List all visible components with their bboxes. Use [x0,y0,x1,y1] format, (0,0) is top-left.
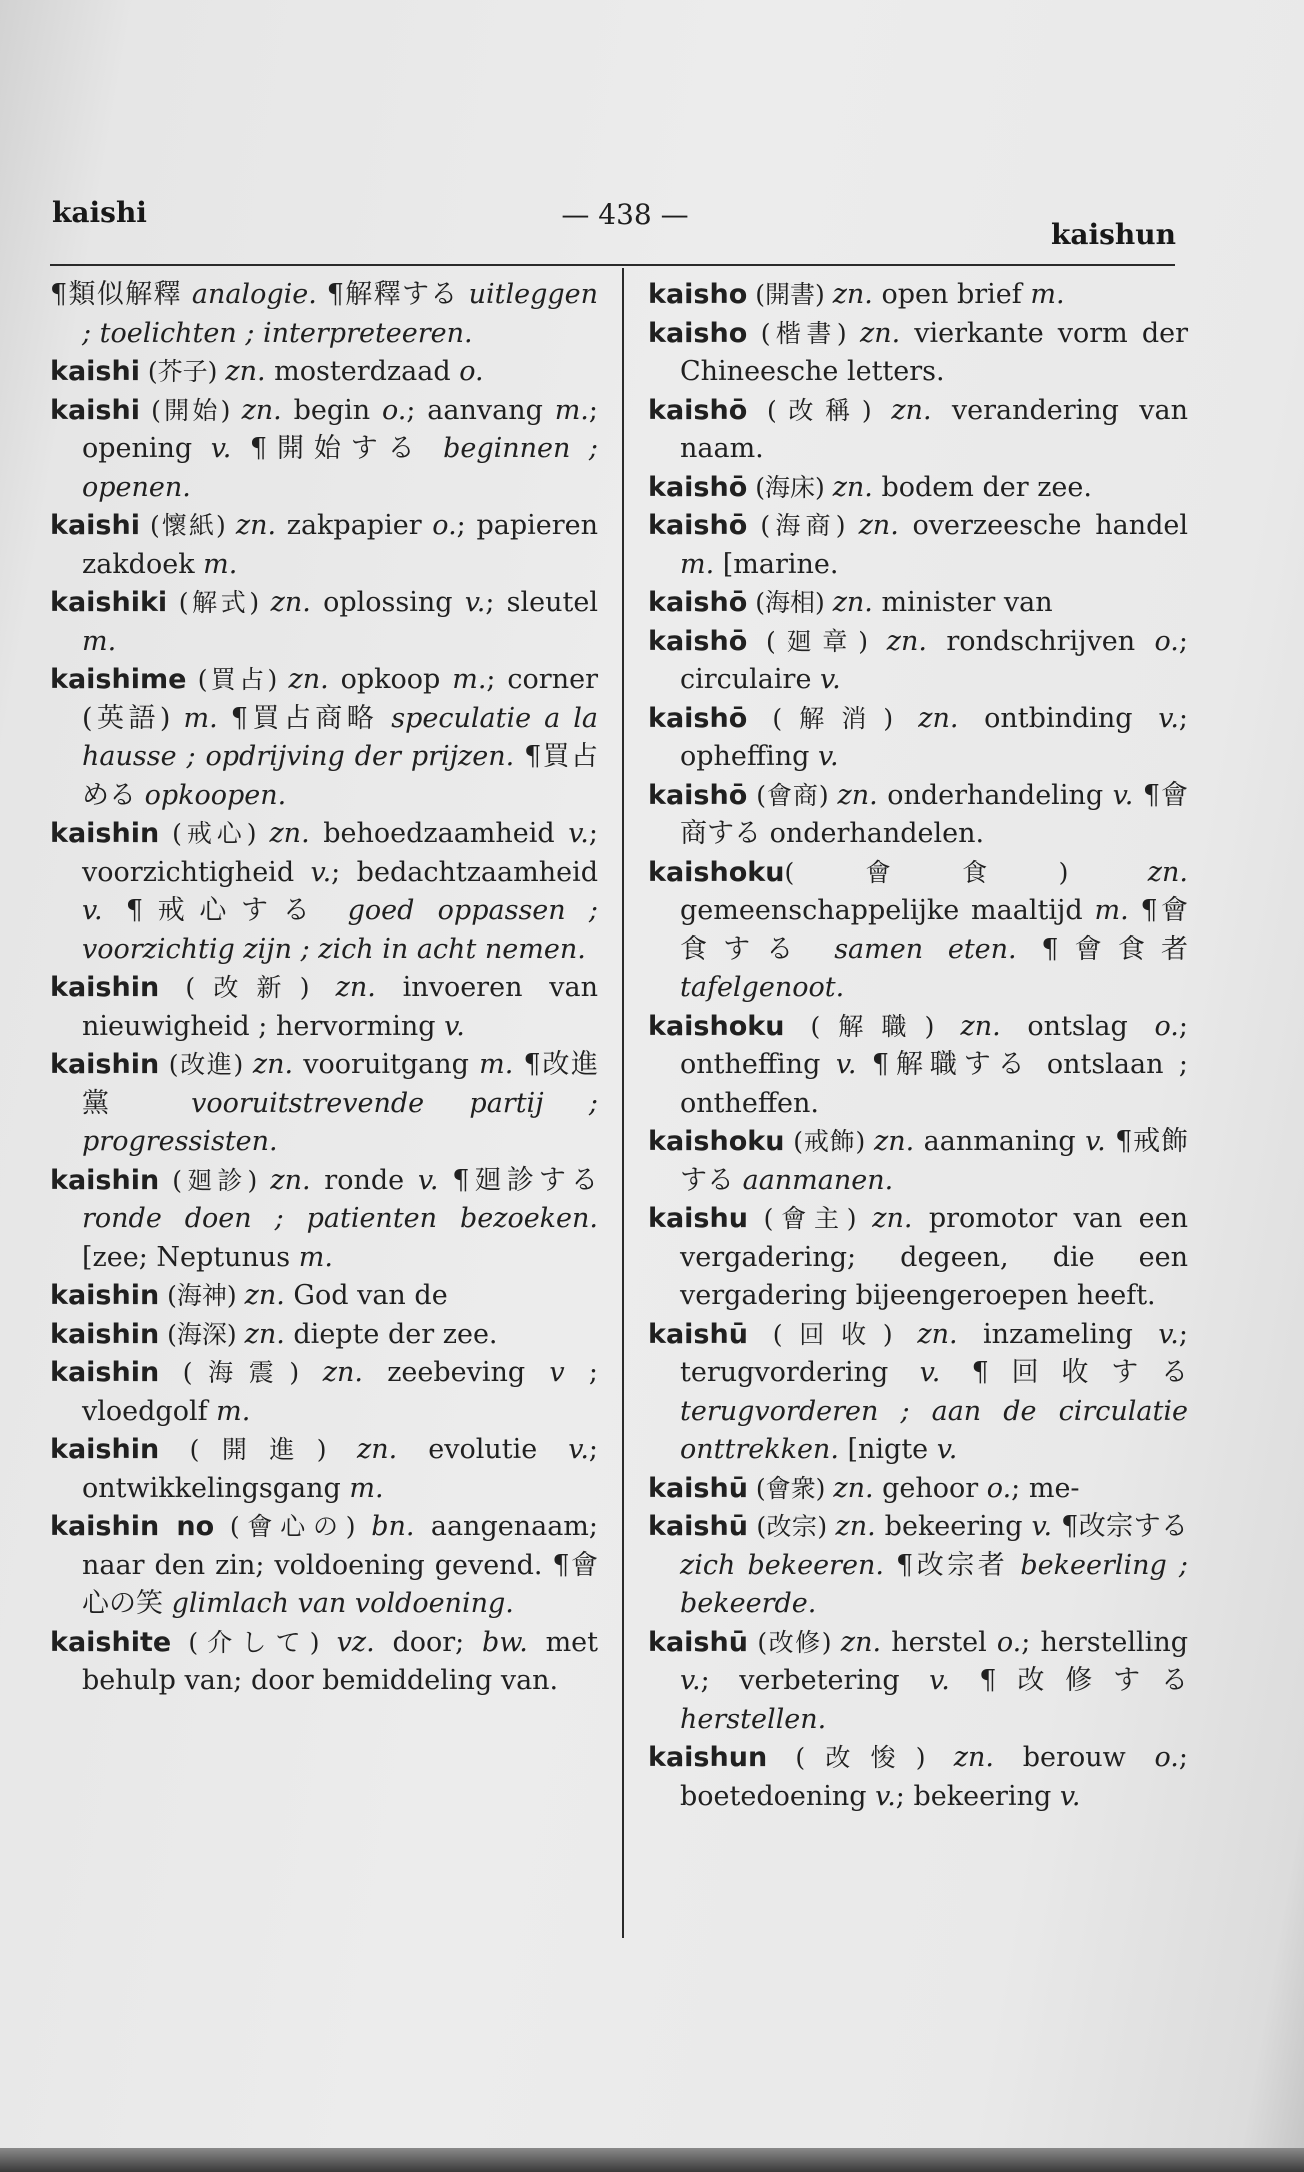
headword: kaishin [50,1318,160,1350]
dictionary-entry: kaishin (改新) zn. invoeren van nieuwigheid ; hervorming v. [50,972,598,1042]
left-guide-word: kaishi [52,196,147,229]
dictionary-entry: kaishō (海相) zn. minister van [648,587,1053,618]
dictionary-entry: kaishin no (會心の) bn. aangenaam; naar den zin; voldoening gevend. ¶會心の笑 glimlach van voldoening. [50,1511,598,1619]
headword: kaishime [50,664,187,695]
dictionary-entry: kaishime (買占) zn. opkoop m.; corner (英語) m. ¶買占商略 speculatie a la hausse ; opdrijving der prijzen. ¶買占める opkoopen. [50,664,599,811]
left-column [50,276,598,1701]
dictionary-entry: kaisho (開書) zn. open brief m. [648,279,1065,310]
headword: kaishi [50,394,140,426]
headword: kaishu [648,1203,748,1234]
dictionary-entry: kaishu (會主) zn. promotor van een vergadering; degeen, die een vergadering bijeengeroepen heeft. [648,1203,1188,1311]
headword: kaishiki [50,587,168,618]
dictionary-entry: kaishō (海商) zn. overzeesche handel m. [marine. [648,510,1188,580]
headword: kaishū [648,1511,748,1542]
headword: kaishite [50,1626,172,1658]
headword: kaishin [50,972,160,1003]
dictionary-entry: kaishō (海床) zn. bodem der zee. [648,471,1092,503]
header-rule [50,264,1175,266]
right-guide-word: kaishun [1050,218,1176,251]
dictionary-entry: kaishiki (解式) zn. oplossing v.; sleutel m. [50,587,598,657]
headword: kaishun [648,1742,768,1773]
dictionary-entry: kaishin (戒心) zn. behoedzaamheid v.; voorzichtigheid v.; bedachtzaamheid v. ¶戒心する goed oppassen ; voorzichtig zijn ; zich in acht nemen. [50,818,599,965]
headword: kaishō [648,702,748,734]
headword: kaishin [50,1280,160,1311]
headword: kaishū [648,1472,748,1504]
headword: kaishū [648,1318,748,1350]
headword: kaishin [50,1357,160,1388]
dictionary-entry: kaishū (改宗) zn. bekeering v. ¶改宗する zich bekeeren. ¶改宗者 bekeerling ; bekeerde. [648,1511,1189,1619]
headword: kaishū [648,1626,748,1658]
dictionary-entry: kaisho (楷書) zn. vierkante vorm der Chineesche letters. [648,317,1188,387]
dictionary-entry: kaishin (海震) zn. zeebeving v ; vloedgolf m. [50,1357,598,1427]
headword: kaishin [50,1049,160,1080]
headword: kaishō [648,625,748,657]
dictionary-entry: kaishi (開始) zn. begin o.; aanvang m.; opening v. ¶開始する beginnen ; openen. [50,394,598,503]
dictionary-entry: kaishi (懷紙) zn. zakpapier o.; papieren zakdoek m. [50,510,598,580]
dictionary-entry: kaishū (改修) zn. herstel o.; herstelling v.; verbetering v. ¶改修する herstellen. [648,1626,1188,1735]
headword: kaishoku [648,1010,785,1042]
headword: kaishoku [648,1126,785,1157]
headword: kaishi [50,356,140,387]
dictionary-entry: kaishoku(會食) zn. gemeenschappelijke maaltijd m. ¶會食する samen eten. ¶會食者 tafelgenoot. [648,856,1188,1003]
headword: kaishin [50,1434,160,1465]
dictionary-entry: kaishin (開進) zn. evolutie v.; ontwikkelingsgang m. [50,1434,599,1504]
dictionary-entry: kaishin (廻診) zn. ronde v. ¶廻診する ronde doen ; patienten bezoeken. [zee; Neptunus m. [50,1164,598,1273]
dictionary-entry: kaishō (廻章) zn. rondschrijven o.; circulaire v. [648,625,1189,695]
dictionary-entry: kaishoku (解職) zn. ontslag o.; ontheffing v. ¶解職する ontslaan ; ontheffen. [648,1010,1189,1119]
dictionary-entry: kaishō (會商) zn. onderhandeling v. ¶會商する onderhandelen. [648,779,1188,849]
headword: kaishin [50,1164,160,1196]
headword: kaishō [648,779,748,811]
headword: kaishin [50,818,160,849]
column-divider [622,268,624,1938]
headword: kaisho [648,279,748,310]
dictionary-entry: ¶類似解釋 analogie. ¶解釋する uitleggen ; toelichten ; interpreteeren. [50,279,599,349]
dictionary-entry: kaishite (介して) vz. door; bw. met behulp van; door bemiddeling van. [50,1626,598,1696]
headword: kaishō [648,510,748,541]
dictionary-entry: kaishi (芥子) zn. mosterdzaad o. [50,356,484,387]
headword: kaishō [648,471,748,503]
page-number: — 438 — [561,198,689,231]
headword: kaishi [50,510,140,541]
dictionary-entry: kaishin (海深) zn. diepte der zee. [50,1318,498,1350]
dictionary-entry: kaishō (解消) zn. ontbinding v.; opheffing v. [648,702,1189,772]
dictionary-entry: kaishun (改悛) zn. berouw o.; boetedoening v.; bekeering v. [648,1742,1188,1812]
dictionary-entry: kaishū (回收) zn. inzameling v.; terugvordering v. ¶回收する terugvorderen ; aan de circulatie onttrekken. [nigte v. [648,1318,1188,1465]
dictionary-entry: kaishō (改稱) zn. verandering van naam. [648,394,1188,464]
headword: kaishō [648,587,748,618]
headword: kaisho [648,317,748,349]
dictionary-entry: kaishū (會衆) zn. gehoor o.; me- [648,1472,1080,1504]
headword: kaishin no [50,1511,215,1542]
right-column [648,276,1188,1816]
headword: kaishoku [648,856,785,888]
page-bottom-edge [0,2148,1304,2172]
headword: kaishō [648,394,748,426]
dictionary-entry: kaishin (海神) zn. God van de [50,1280,448,1311]
dictionary-entry: kaishin (改進) zn. vooruitgang m. ¶改進黨 vooruitstrevende partij ; progressisten. [50,1049,598,1157]
dictionary-entry: kaishoku (戒飾) zn. aanmaning v. ¶戒飾する aanmanen. [648,1126,1188,1196]
